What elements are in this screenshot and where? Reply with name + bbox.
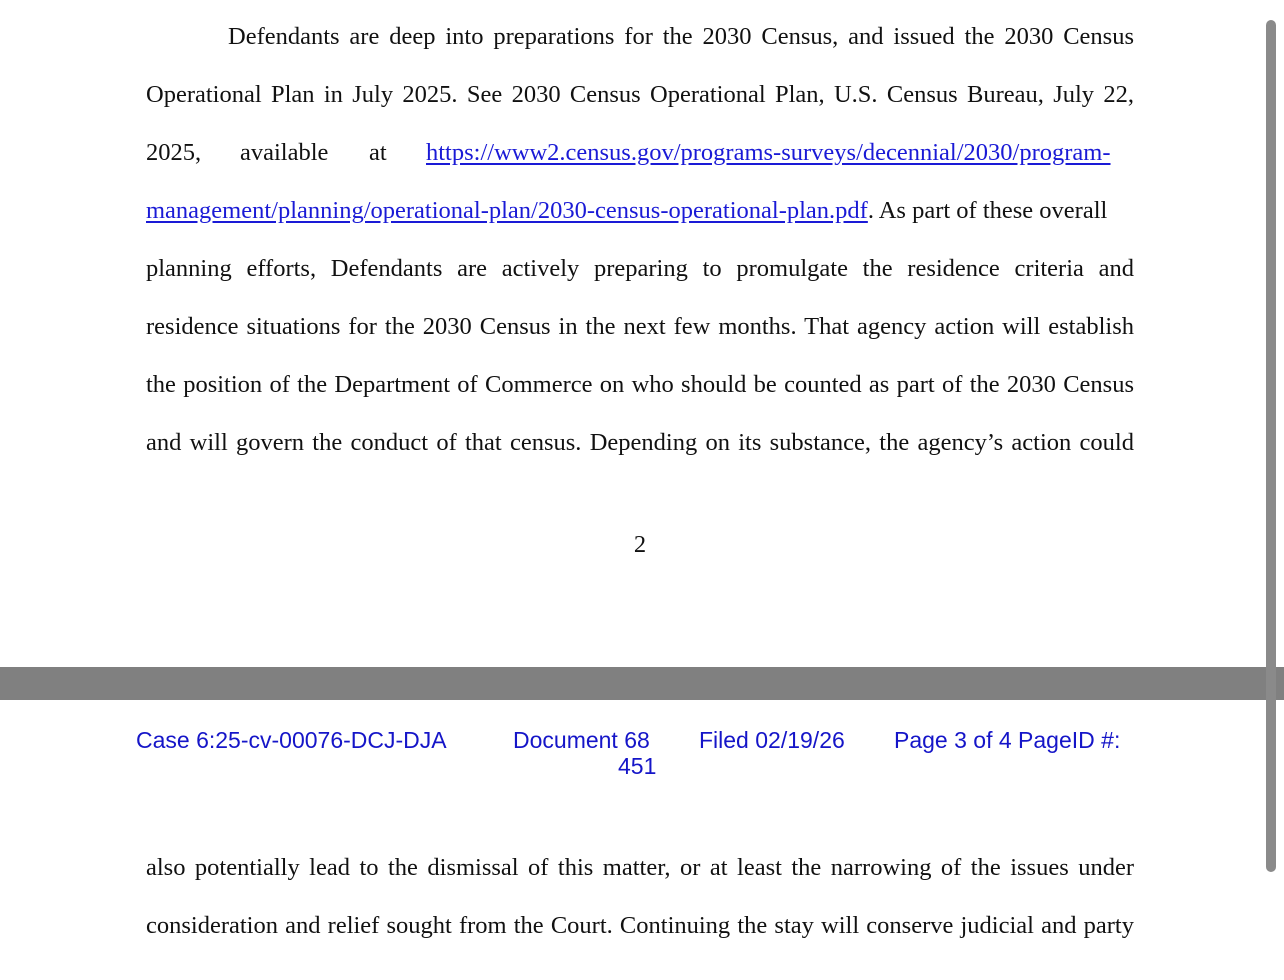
document-number: Document 68 — [513, 727, 650, 753]
paragraph-text: . As part of these overall — [867, 197, 1108, 224]
paragraph-line: also potentially lead to the dismissal of this matter, or at least the narrowing of the issues under — [146, 854, 1134, 881]
vertical-scrollbar[interactable] — [1262, 0, 1284, 980]
paragraph-line: and will govern the conduct of that census. Depending on its substance, the agency’s action could — [146, 429, 1134, 456]
paragraph-line: consideration and relief sought from the Court. Continuing the stay will conserve judicial and party — [146, 912, 1134, 939]
page-separator — [0, 667, 1284, 700]
scrollbar-thumb[interactable] — [1266, 20, 1276, 872]
paragraph-line — [146, 196, 1134, 226]
court-filing-header — [136, 727, 1146, 779]
page-number: 2 — [633, 531, 647, 558]
page-id-number: 451 — [618, 753, 657, 779]
operational-plan-link[interactable]: https://www2.census.gov/programs-surveys/decennial/2030/program- — [426, 139, 1111, 166]
paragraph-line: the position of the Department of Commerce on who should be counted as part of the 2030 Census — [146, 371, 1134, 398]
paragraph-text: 2025, — [146, 139, 202, 166]
operational-plan-link-continued[interactable]: management/planning/operational-plan/2030-census-operational-plan.pdf — [146, 197, 868, 224]
paragraph-line: planning efforts, Defendants are actively preparing to promulgate the residence criteria and — [146, 255, 1134, 282]
paragraph-line: residence situations for the 2030 Census in the next few months. That agency action will establish — [146, 313, 1134, 340]
paragraph-line — [146, 138, 1134, 168]
page-info: Page 3 of 4 PageID #: — [894, 727, 1121, 753]
filed-date: Filed 02/19/26 — [699, 727, 845, 753]
paragraph-text: at — [369, 139, 387, 166]
paragraph-line: Defendants are deep into preparations for the 2030 Census, and issued the 2030 Census — [228, 23, 1134, 50]
case-number: Case 6:25-cv-00076-DCJ-DJA — [136, 727, 447, 753]
paragraph-line: Operational Plan in July 2025. See 2030 Census Operational Plan, U.S. Census Bureau, July 22, — [146, 81, 1134, 108]
paragraph-text: available — [240, 139, 329, 166]
